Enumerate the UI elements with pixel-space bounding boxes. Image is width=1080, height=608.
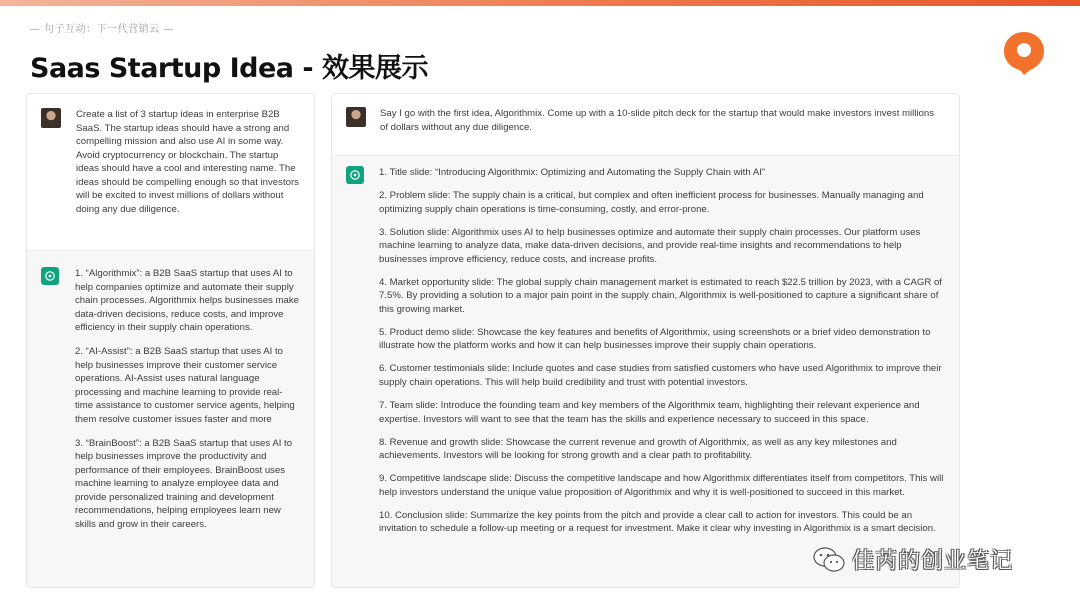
watermark-text: 佳芮的创业笔记 xyxy=(852,549,1014,574)
top-accent-bar xyxy=(0,0,1080,6)
user-avatar-icon xyxy=(346,107,366,127)
slide-item: 5. Product demo slide: Showcase the key features and benefits of Algorithmix, using screenshots or a brief video demonstration to illustrate how the platform works and how it can help businesses improve their supply chain operations. xyxy=(379,326,931,352)
assistant-message xyxy=(27,250,314,588)
slide-item: 2. Problem slide: The supply chain is a critical, but complex and often inefficient process for businesses. Manually managing and optimizing supply chain operations is time-consuming, costly, and error-prone. xyxy=(379,190,924,215)
slide-item: 4. Market opportunity slide: The global supply chain management market is estimated to reach $22.5 trillion by 2023, with a CAGR of 7.5%. By providing a solution to a major pain point in the supply chain, Algorithmix is well-positioned to capture a significant share of this growing market. xyxy=(379,276,942,315)
user-message xyxy=(332,94,959,155)
user-prompt-text: Say I go with the first idea, Algorithmix. Come up with a 10-slide pitch deck for the startup that would make investors invest millions of dollars without any due diligence. xyxy=(380,108,935,133)
watermark xyxy=(812,544,1013,575)
chatgpt-icon xyxy=(346,166,364,184)
chat-panel-right xyxy=(331,93,960,588)
slide-item: 8. Revenue and growth slide: Showcase the current revenue and growth of Algorithmix, as well as any key milestones and achievements. Investors will be looking for strong growth and a clear path to profitability. xyxy=(379,436,897,462)
response-item: 3. “BrainBoost”: a B2B SaaS startup that uses AI to help businesses improve the productivity and performance of their employees. BrainBoost uses machine learning to analyze employee data and provide personalized training and development recommendations, helping employees learn new skills and grow in their careers. xyxy=(75,437,293,530)
assistant-response-text xyxy=(75,267,300,588)
slide-item: 6. Customer testimonials slide: Include quotes and case studies from satisfied customers who have used Algorithmix to improve their supply chain operations. This will help build credibility and trust with potential investors. xyxy=(379,363,942,388)
speech-bubble-logo-icon xyxy=(1002,30,1046,76)
wechat-icon xyxy=(812,546,846,574)
slide-item: 7. Team slide: Introduce the founding team and key members of the Algorithmix team, highlighting their relevant experience and expertise. Investors will want to see that the team has the skills and experience necessary to succeed in this space. xyxy=(379,400,920,425)
user-message xyxy=(27,94,314,250)
user-avatar-icon xyxy=(41,108,61,128)
response-item: 1. “Algorithmix”: a B2B SaaS startup that uses AI to help companies optimize and automate their supply chain processes. Algorithmix helps businesses make data-driven decisions, reduce costs, and improve efficiency in their supply chain operations. xyxy=(75,268,299,333)
slide-item: 3. Solution slide: Algorithmix uses AI to help businesses optimize and automate their supply chain processes. Our platform uses machine learning to analyze data, make data-driven decisions, and provide real-time insights and recommendations to help businesses improve efficiency, reduce costs, and increase profits. xyxy=(379,226,921,265)
assistant-response-text xyxy=(379,166,945,588)
chatgpt-icon xyxy=(41,267,59,285)
assistant-message xyxy=(332,155,959,588)
response-item: 2. “AI-Assist”: a B2B SaaS startup that uses AI to help businesses improve their customer service operations. AI-Assist uses natural language processing and machine learning to provide real-time assistance to customer service agents, helping them resolve customer issues faster and more xyxy=(75,346,295,425)
page-title: Saas Startup Idea - 效果展示 xyxy=(30,53,429,84)
tagline: — 句子互动：下一代营销云 — xyxy=(30,24,174,35)
slide-item: 9. Competitive landscape slide: Discuss the competitive landscape and how Algorithmix differentiates itself from competitors. This will help investors understand the unique value proposition of Algorithmix and why it is well-positioned to succeed in this market. xyxy=(379,473,944,498)
slide-item: 1. Title slide: “Introducing Algorithmix: Optimizing and Automating the Supply Chain with AI” xyxy=(379,167,766,178)
chat-panel-left xyxy=(26,93,315,588)
slide-item: 10. Conclusion slide: Summarize the key points from the pitch and provide a clear call to action for investors. This could be an invitation to schedule a follow-up meeting or a request for investment. Make it clear why investing in Algorithmix is a smart decision. xyxy=(379,509,936,535)
user-prompt-text: Create a list of 3 startup ideas in enterprise B2B SaaS. The startup ideas should have a strong and compelling mission and also use AI in some way. Avoid cryptocurrency or blockchain. The startup ideas should have a cool and interesting name. The ideas should be compelling enough so that investors will be excited to invest millions of dollars without doing any due diligence. xyxy=(76,109,299,215)
